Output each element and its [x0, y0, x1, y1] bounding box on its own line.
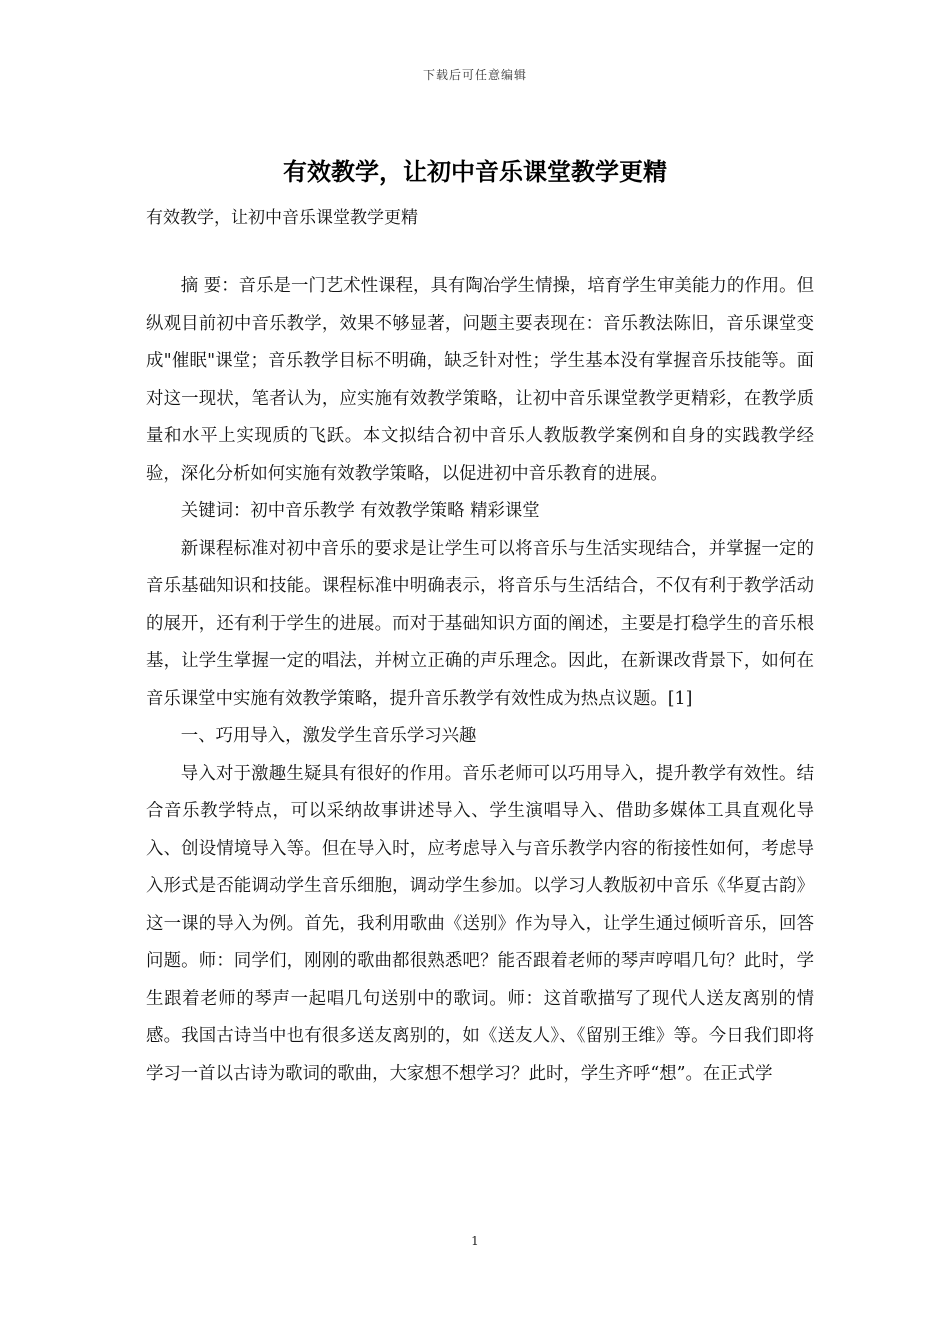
- section-paragraph: 导入对于激趣生疑具有很好的作用。音乐老师可以巧用导入，提升教学有效性。结合音乐教学特点，可以采纳故事讲述导入、学生演唱导入、借助多媒体工具直观化导入、创设情境导入等。但在导入时，应考虑导入与音乐教学内容的衔接性如何，考虑导入形式是否能调动学生音乐细胞，调动学生参加。以学习人教版初中音乐《华夏古韵》这一课的导入为例。首先，我利用歌曲《送别》作为导入，让学生通过倾听音乐，回答问题。师：同学们，刚刚的歌曲都很熟悉吧？能否跟着老师的琴声哼唱几句？此时，学生跟着老师的琴声一起唱几句送别中的歌词。师：这首歌描写了现代人送友离别的情感。我国古诗当中也有很多送友离别的，如《送友人》、《留别王维》等。今日我们即将学习一首以古诗为歌词的歌曲，大家想不想学习？此时，学生齐呼“想”。在正式学: [146, 763, 814, 1084]
- intro-paragraph: 新课程标准对初中音乐的要求是让学生可以将音乐与生活实现结合，并掌握一定的音乐基础知识和技能。课程标准中明确表示，将音乐与生活结合，不仅有利于教学活动的展开，还有利于学生的进展。而对于基础知识方面的阐述，主要是打稳学生的音乐根基，让学生掌握一定的唱法，并树立正确的声乐理念。因此，在新课改背景下，如何在音乐课堂中实施有效教学策略，提升音乐教学有效性成为热点议题。[1]: [146, 538, 814, 709]
- keywords-paragraph: 关键词：初中音乐教学 有效教学策略 精彩课堂: [180, 501, 540, 521]
- section-heading: 一、巧用导入，激发学生音乐学习兴趣: [180, 726, 477, 746]
- page-header-note: 下载后可任意编辑: [422, 68, 527, 82]
- page-number: 1: [471, 1234, 479, 1248]
- abstract-paragraph: 摘 要：音乐是一门艺术性课程，具有陶冶学生情操，培育学生审美能力的作用。但纵观目前初中音乐教学，效果不够显著，问题主要表现在：音乐教法陈旧，音乐课堂变成"催眠"课堂；音乐教学目标不明确，缺乏针对性；学生基本没有掌握音乐技能等。面对这一现状，笔者认为，应实施有效教学策略，让初中音乐课堂教学更精彩，在教学质量和水平上实现质的飞跃。本文拟结合初中音乐人教版教学案例和自身的实践教学经验，深化分析如何实施有效教学策略，以促进初中音乐教育的进展。: [146, 276, 814, 484]
- document-title: 有效教学，让初中音乐课堂教学更精: [283, 157, 667, 186]
- document-subtitle: 有效教学，让初中音乐课堂教学更精: [146, 208, 418, 228]
- document-body: [146, 268, 814, 1093]
